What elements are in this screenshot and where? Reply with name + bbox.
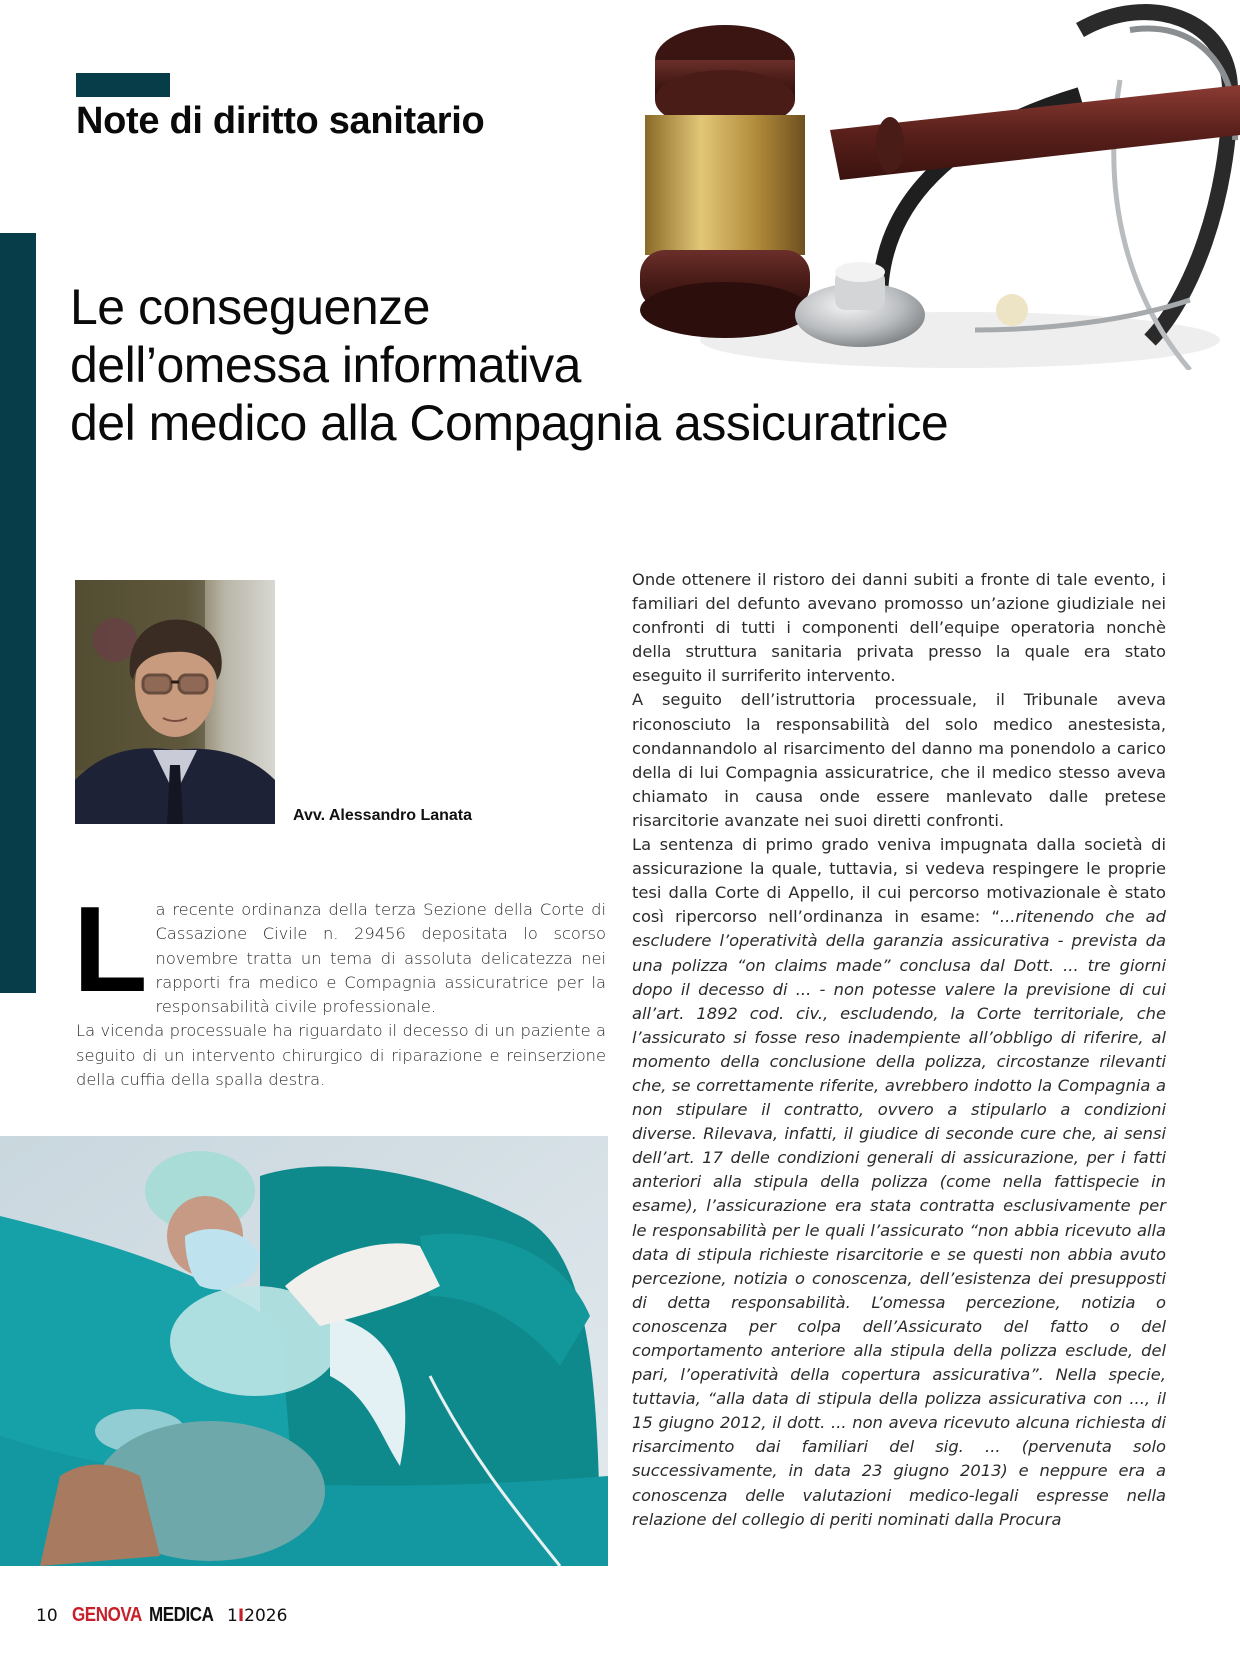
- magazine-brand: [72, 1604, 213, 1627]
- issue-number: 1: [227, 1606, 238, 1626]
- page-number: 10: [36, 1606, 58, 1626]
- issue-label: [227, 1606, 287, 1626]
- section-title: Note di diritto sanitario: [76, 100, 485, 142]
- article-body-left: [73, 881, 606, 1092]
- paragraph-intro-text: a recente ordinanza della terza Sezione della Corte di Cassazione Civile n. 29456 depositata lo scorso novembre tratta un tema di assoluta delicatezza nei rapporti fra medico e Compagnia assicuratrice per la responsabilità civile professionale.: [155, 900, 606, 1017]
- section-kicker-bar: [76, 73, 170, 97]
- page-footer: [36, 1604, 287, 1627]
- appeal-quote: ...ritenendo che ad escludere l’operatività della garanzia assicurativa - prevista da una polizza “on claims made” conclusa dal Dott. ... tre giorni dopo il decesso di ... - non potesse valere la previsione di cui all’art. 1892 cod. civ., escludendo, la Corte territoriale, che l’assicurato si fosse reso inadempiente all’obbligo di riferire, al momento della conclusione della polizza, circostanze rilevanti che, se correttamente riferite, avrebbero indotto la Compagnia a non stipulare il contratto, ovvero a stipularlo a condizioni diverse. Rilevava, infatti, il giudice di seconde cure che, ai sensi dell’art. 17 delle condizioni generali di assicurazione, per i fatti anteriori alla stipula della polizza (come nella fattispecie in esame), l’assicurazione era stata contratta esclusivamente per le responsabilità per le quali l’assicurato “non abbia ricevuto alla data di stipula richieste risarcitorie e se questi non abbia avuto percezione, notizia o conoscenza, dell’esistenza dei presupposti di detta responsabilità. L’omessa percezione, notizia o conoscenza per colpa dell’Assicurato del fatto o del comportamento anteriore alla stipula della polizza esclude, del pari, l’operatività della copertura assicurativa”. Nella specie, tuttavia, “alla data di stipula della polizza assicurativa con ..., il 15 giugno 2012, il dott. ... non aveva ricevuto alcuna richiesta di risarcimento dai familiari del sig. ... (pervenuta solo successivamente, in data 23 giugno 2013) e neppure era a conoscenza delle valutazioni medico-legali espresse nella relazione del collegio di periti nominati dalla Procura: [632, 907, 1166, 1529]
- paragraph-case: La vicenda processuale ha riguardato il decesso di un paziente a seguito di un intervento chirurgico di riparazione e reinserzione della cuffia della spalla destra.: [76, 1021, 606, 1090]
- author-name: Avv. Alessandro Lanata: [293, 807, 473, 824]
- article-body-right: [632, 568, 1166, 1532]
- article-headline: [70, 278, 1190, 452]
- anesthesia-surgery-image: [0, 1136, 608, 1566]
- issue-separator: I: [237, 1606, 245, 1626]
- brand-genova: GENOVA: [71, 1604, 142, 1626]
- paragraph-appeal: [632, 833, 1166, 1532]
- side-accent-bar: [0, 233, 36, 993]
- paragraph-intro: [73, 881, 606, 1019]
- headline-line-3: del medico alla Compagnia assicuratrice: [70, 395, 949, 451]
- dropcap: L: [73, 881, 148, 1017]
- author-portrait: [75, 580, 275, 824]
- brand-medica: MEDICA: [149, 1604, 214, 1626]
- headline-line-1: Le conseguenze: [70, 279, 430, 335]
- headline-line-2: dell’omessa informativa: [70, 337, 581, 393]
- paragraph-action: Onde ottenere il ristoro dei danni subiti a fronte di tale evento, i familiari del defunto avevano promosso un’azione giudiziale nei confronti di tutti i componenti dell’equipe operatoria nonchè della struttura sanitaria privata presso la quale era stato eseguito il surriferito intervento.: [632, 570, 1166, 686]
- paragraph-appeal-text: La sentenza di primo grado veniva impugnata dalla società di assicurazione la quale, tuttavia, si vedeva respingere le proprie tesi dalla Corte di Appello, il cui percorso motivazionale è stato così ripercorso nell’ordinanza in esame: “: [632, 835, 1166, 927]
- paragraph-trial: A seguito dell’istruttoria processuale, il Tribunale aveva riconosciuto la responsabilità del solo medico anestesista, condannandolo al risarcimento del danno ma ponendolo a carico della di lui Compagnia assicuratrice, che il medico stesso aveva chiamato in causa onde essere manlevato dalle pretese risarcitorie avanzate nei suoi diretti confronti.: [632, 690, 1166, 830]
- issue-year: 2026: [244, 1606, 288, 1626]
